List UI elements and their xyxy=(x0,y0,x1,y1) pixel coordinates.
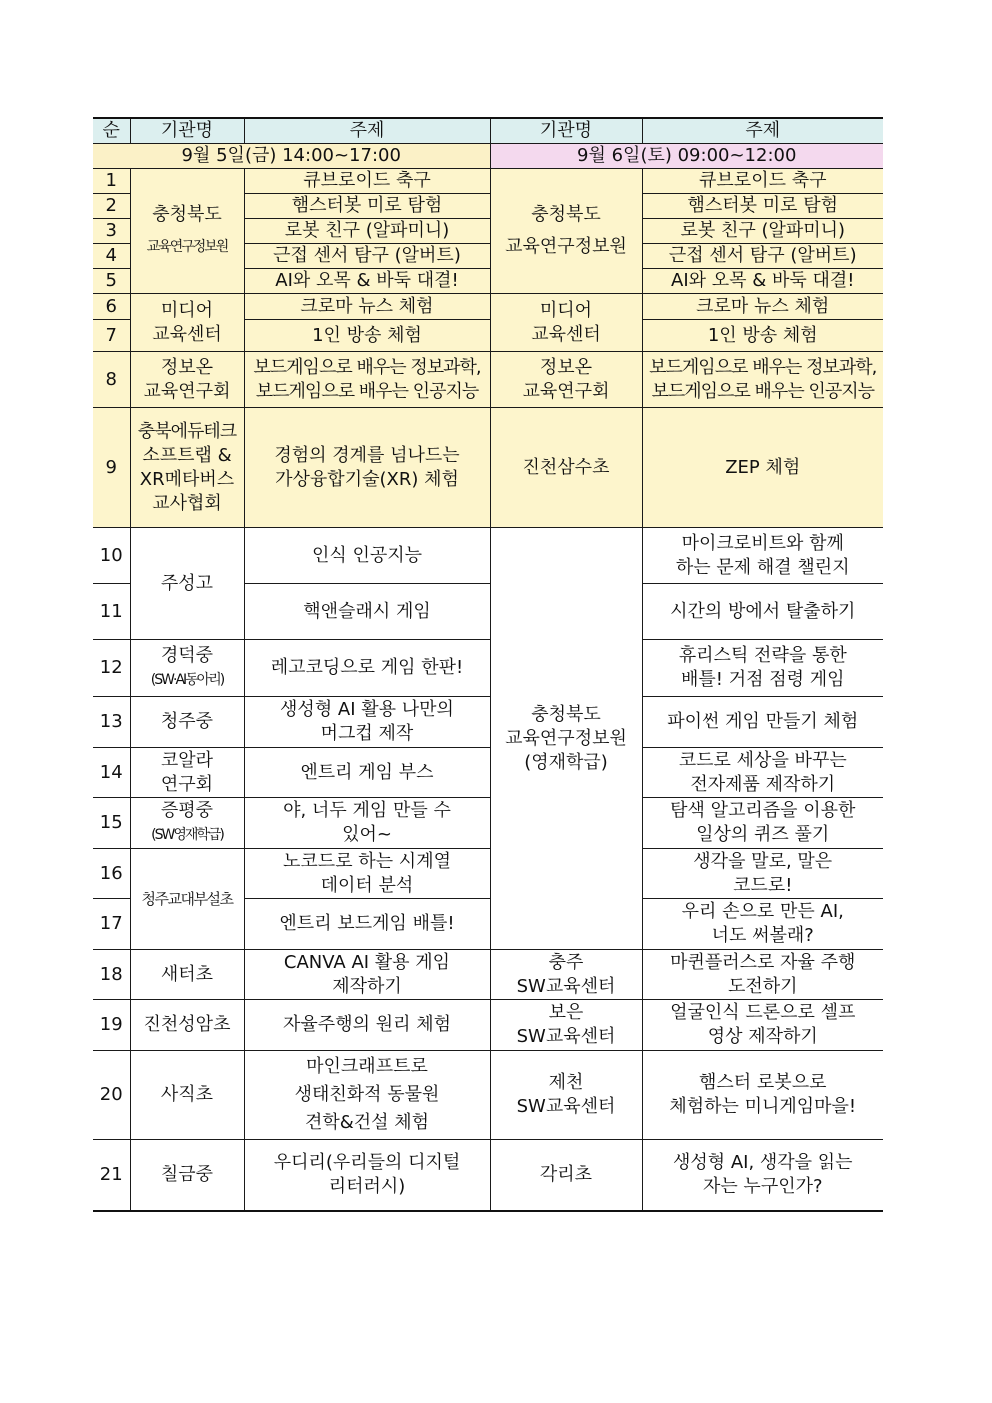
topic-line: 생각을 말로, 말은 xyxy=(693,850,833,872)
org-cell xyxy=(130,748,244,798)
topic-line: 휴리스틱 전략을 통한 xyxy=(678,645,847,666)
org-line: SW교육센터 xyxy=(516,975,616,997)
org-line: (SW·AI동아리) xyxy=(150,672,224,688)
topic-line: 마이크로비트와 함께 xyxy=(681,532,844,554)
row-number: 20 xyxy=(93,1051,130,1140)
topic-line: 너도 써볼래? xyxy=(711,925,814,946)
topic-line: 제작하기 xyxy=(332,975,402,997)
table-row xyxy=(93,640,883,697)
row-number: 5 xyxy=(93,269,130,294)
topic-cell xyxy=(642,899,883,950)
date-row xyxy=(93,144,883,169)
topic-cell: 핵앤슬래시 게임 xyxy=(244,584,490,640)
table-row xyxy=(93,528,883,584)
org-line: 교육센터 xyxy=(152,323,222,345)
topic-cell: 크로마 뉴스 체험 xyxy=(642,294,883,320)
org-cell: 칠금중 xyxy=(130,1140,244,1211)
col-no-header: 순 xyxy=(93,118,130,144)
org-line: 정보온 xyxy=(539,356,593,378)
topic-cell: 레고코딩으로 게임 한판! xyxy=(244,640,490,697)
topic-cell: 1인 방송 체험 xyxy=(642,320,883,352)
topic-cell xyxy=(642,1140,883,1211)
org-cell xyxy=(490,528,642,950)
topic-cell: AI와 오목 & 바둑 대결! xyxy=(642,269,883,294)
topic-line: 도전하기 xyxy=(727,975,798,997)
row-number: 15 xyxy=(93,798,130,849)
table-row xyxy=(93,697,883,748)
org-cell xyxy=(490,950,642,1000)
topic-line: 마퀸플러스로 자율 주행 xyxy=(670,951,856,973)
row-number: 6 xyxy=(93,294,130,320)
topic-line: 야, 너두 게임 만들 수 xyxy=(283,800,451,821)
org-cell: 사직초 xyxy=(130,1051,244,1140)
org-line: 코알라 xyxy=(160,749,214,771)
table-row xyxy=(93,408,883,528)
topic-line: 탐색 알고리즘을 이용한 xyxy=(670,800,856,821)
org-line: 교육연구회 xyxy=(143,380,231,402)
org-line: 증평중 xyxy=(160,800,214,821)
topic-cell: 큐브로이드 축구 xyxy=(642,169,883,194)
topic-line: 일상의 퀴즈 풀기 xyxy=(696,824,830,845)
topic-line: 전자제품 제작하기 xyxy=(690,773,836,795)
topic-line: 체험하는 미니게임마을! xyxy=(669,1096,857,1117)
topic-line: 햄스터 로봇으로 xyxy=(699,1072,827,1093)
topic-line: 데이터 분석 xyxy=(320,874,414,896)
org-cell xyxy=(130,798,244,849)
org-line: 충주 xyxy=(548,951,584,973)
org-line: 보은 xyxy=(548,1002,584,1023)
topic-cell xyxy=(642,352,883,408)
topic-line: 우디리(우리들의 디지털 xyxy=(273,1151,461,1173)
topic-cell: ZEP 체험 xyxy=(642,408,883,528)
topic-cell: 인식 인공지능 xyxy=(244,528,490,584)
org-cell: 각리초 xyxy=(490,1140,642,1211)
topic-cell: 햄스터봇 미로 탐험 xyxy=(642,194,883,219)
topic-cell xyxy=(642,528,883,584)
topic-line: 보드게임으로 배우는 정보과학, xyxy=(649,356,877,378)
topic-line: 있어~ xyxy=(342,824,392,845)
table-row xyxy=(93,950,883,1000)
table-row xyxy=(93,748,883,798)
topic-cell: AI와 오목 & 바둑 대결! xyxy=(244,269,490,294)
topic-cell: 근접 센서 탐구 (알버트) xyxy=(642,244,883,269)
table-row xyxy=(93,294,883,320)
row-number: 19 xyxy=(93,1000,130,1051)
table-row xyxy=(93,1140,883,1211)
row-number: 16 xyxy=(93,849,130,899)
topic-cell xyxy=(244,1140,490,1211)
org-line: 경덕중 xyxy=(160,645,214,666)
topic-cell: 엔트리 보드게임 배틀! xyxy=(244,899,490,950)
org-line: 충북에듀테크 xyxy=(137,420,237,442)
topic-line: 자는 누구인가? xyxy=(702,1175,823,1197)
org-cell xyxy=(490,294,642,352)
topic-cell xyxy=(642,798,883,849)
table-row xyxy=(93,849,883,899)
org-cell xyxy=(490,169,642,294)
topic-line: 코드로! xyxy=(733,874,793,896)
row-number: 7 xyxy=(93,320,130,352)
topic-line: 가상융합기술(XR) 체험 xyxy=(275,468,459,490)
topic-line: 머그컵 제작 xyxy=(320,723,414,744)
topic-cell xyxy=(244,1051,490,1140)
topic-cell: 햄스터봇 미로 탐험 xyxy=(244,194,490,219)
org-line: 교육연구회 xyxy=(522,380,610,402)
topic-line: 코드로 세상을 바꾸는 xyxy=(678,749,847,771)
org-cell: 청주교대부설초 xyxy=(130,849,244,950)
topic-cell: 큐브로이드 축구 xyxy=(244,169,490,194)
org-cell: 진천성암초 xyxy=(130,1000,244,1051)
org-line: 교육연구정보원 xyxy=(505,236,627,257)
topic-cell: 로봇 친구 (알파미니) xyxy=(244,219,490,244)
topic-cell xyxy=(244,697,490,748)
table-row xyxy=(93,1000,883,1051)
org-line: 소프트랩 & xyxy=(142,444,232,466)
topic-cell xyxy=(642,950,883,1000)
topic-cell: 크로마 뉴스 체험 xyxy=(244,294,490,320)
topic-cell: 1인 방송 체험 xyxy=(244,320,490,352)
org-cell xyxy=(490,352,642,408)
col-topic2-header: 주제 xyxy=(642,118,883,144)
day2-date: 9월 6일(토) 09:00~12:00 xyxy=(490,144,883,169)
row-number: 13 xyxy=(93,697,130,748)
org-line: (영재학급) xyxy=(524,751,608,773)
org-cell xyxy=(130,352,244,408)
org-cell xyxy=(130,408,244,528)
table-row xyxy=(93,798,883,849)
org-line: SW교육센터 xyxy=(516,1096,616,1117)
row-number: 3 xyxy=(93,219,130,244)
topic-cell xyxy=(244,408,490,528)
org-line: 충청북도 xyxy=(531,204,601,225)
program-schedule-table xyxy=(93,117,883,1212)
org-line: 충청북도 xyxy=(152,204,222,225)
topic-line: 노코드로 하는 시계열 xyxy=(283,850,451,872)
row-number: 11 xyxy=(93,584,130,640)
row-number: 12 xyxy=(93,640,130,697)
topic-line: 경험의 경계를 넘나드는 xyxy=(274,444,460,466)
org-line: 교육연구정보원 xyxy=(505,727,627,749)
org-cell: 청주중 xyxy=(130,697,244,748)
table-row xyxy=(93,169,883,194)
topic-cell: 엔트리 게임 부스 xyxy=(244,748,490,798)
table-row xyxy=(93,1051,883,1140)
row-number: 14 xyxy=(93,748,130,798)
topic-line: 견학&건설 체험 xyxy=(304,1112,430,1133)
topic-cell: 로봇 친구 (알파미니) xyxy=(642,219,883,244)
table-row xyxy=(93,352,883,408)
org-cell: 진천삼수초 xyxy=(490,408,642,528)
row-number: 1 xyxy=(93,169,130,194)
topic-line: 보드게임으로 배우는 인공지능 xyxy=(651,380,874,402)
topic-cell xyxy=(642,640,883,697)
org-line: XR메타버스 xyxy=(139,468,235,490)
row-number: 10 xyxy=(93,528,130,584)
org-line: 제천 xyxy=(548,1072,584,1093)
org-line: (SW영재학급) xyxy=(151,827,223,843)
topic-cell: 파이썬 게임 만들기 체험 xyxy=(642,697,883,748)
org-line: 교육센터 xyxy=(531,323,601,345)
org-line: 미디어 xyxy=(160,299,214,321)
row-number: 21 xyxy=(93,1140,130,1211)
org-line: 정보온 xyxy=(160,356,214,378)
col-topic1-header: 주제 xyxy=(244,118,490,144)
org-cell: 주성고 xyxy=(130,528,244,640)
topic-cell: 근접 센서 탐구 (알버트) xyxy=(244,244,490,269)
org-cell: 새터초 xyxy=(130,950,244,1000)
org-line: 교사협회 xyxy=(152,492,222,514)
topic-line: 영상 제작하기 xyxy=(707,1026,818,1047)
org-cell xyxy=(490,1000,642,1051)
col-org2-header: 기관명 xyxy=(490,118,642,144)
row-number: 9 xyxy=(93,408,130,528)
topic-cell: 자율주행의 원리 체험 xyxy=(244,1000,490,1051)
row-number: 2 xyxy=(93,194,130,219)
topic-line: 마인크래프트로 xyxy=(306,1056,428,1077)
topic-line: 생성형 AI, 생각을 읽는 xyxy=(672,1151,853,1173)
topic-cell xyxy=(642,1000,883,1051)
org-line: 미디어 xyxy=(539,299,593,321)
topic-line: 보드게임으로 배우는 인공지능 xyxy=(255,380,479,402)
header-row xyxy=(93,118,883,144)
topic-cell xyxy=(244,798,490,849)
topic-line: 얼굴인식 드론으로 셀프 xyxy=(670,1002,856,1023)
topic-cell xyxy=(244,849,490,899)
org-cell xyxy=(130,169,244,294)
org-cell xyxy=(130,640,244,697)
topic-line: 보드게임으로 배우는 정보과학, xyxy=(253,356,481,378)
day1-date: 9월 5일(금) 14:00~17:00 xyxy=(93,144,490,169)
org-line: SW교육센터 xyxy=(516,1026,616,1047)
org-cell xyxy=(130,294,244,352)
topic-line: 배틀! 거점 점령 게임 xyxy=(681,669,845,690)
topic-cell xyxy=(244,950,490,1000)
row-number: 8 xyxy=(93,352,130,408)
topic-line: 리터러시) xyxy=(328,1175,406,1197)
topic-cell xyxy=(642,849,883,899)
row-number: 18 xyxy=(93,950,130,1000)
row-number: 17 xyxy=(93,899,130,950)
org-line: 연구회 xyxy=(160,773,214,795)
topic-cell: 시간의 방에서 탈출하기 xyxy=(642,584,883,640)
topic-line: 생태친화적 동물원 xyxy=(294,1084,440,1105)
org-line: 교육연구정보원 xyxy=(146,239,228,255)
topic-cell xyxy=(244,352,490,408)
col-org1-header: 기관명 xyxy=(130,118,244,144)
topic-line: 우리 손으로 만든 AI, xyxy=(681,901,844,922)
row-number: 4 xyxy=(93,244,130,269)
org-cell xyxy=(490,1051,642,1140)
topic-line: 하는 문제 해결 챌린지 xyxy=(675,556,850,578)
topic-line: 생성형 AI 활용 나만의 xyxy=(280,699,454,720)
topic-cell xyxy=(642,748,883,798)
topic-line: CANVA AI 활용 게임 xyxy=(283,951,451,973)
org-line: 충청북도 xyxy=(531,703,601,725)
topic-cell xyxy=(642,1051,883,1140)
